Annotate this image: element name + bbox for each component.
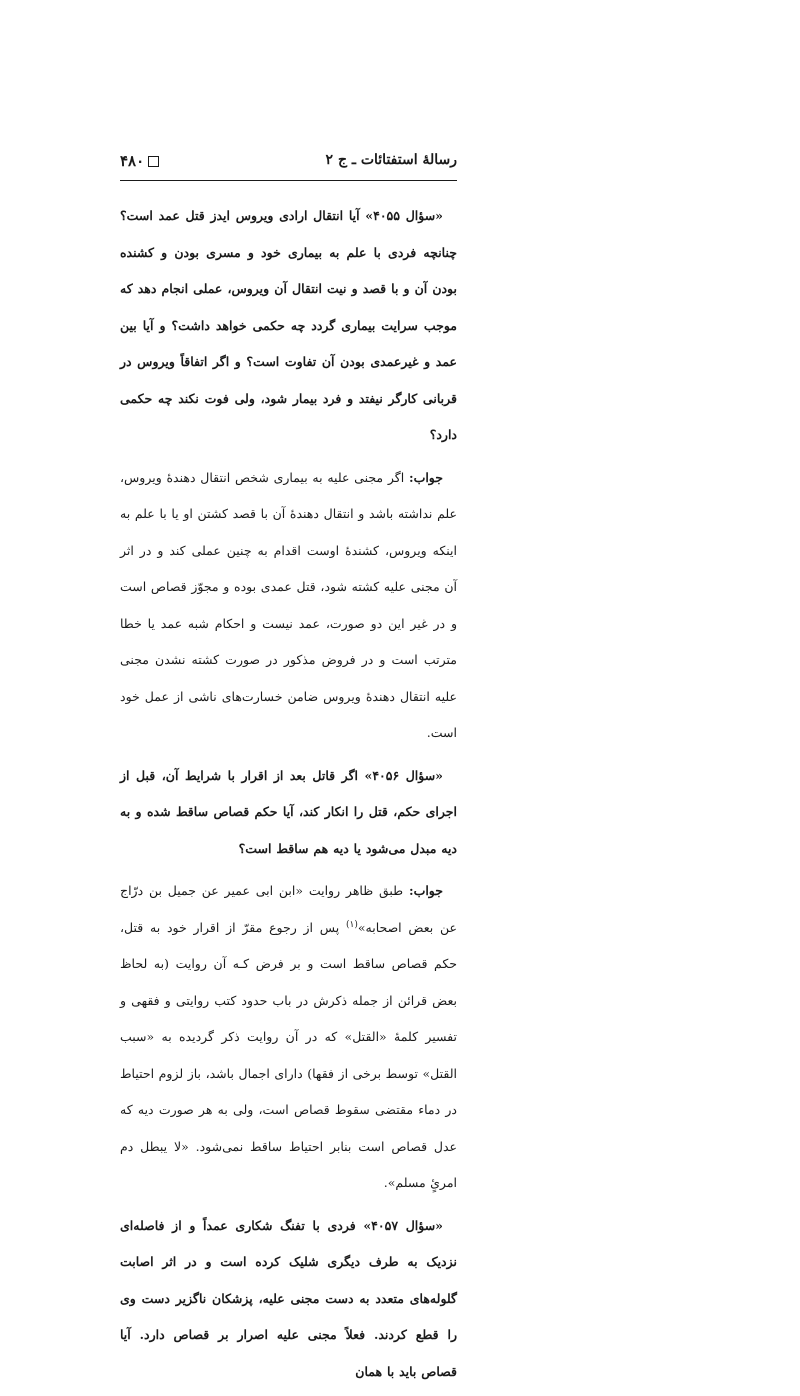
question-4055: «سؤال ۴۰۵۵» آیا انتقال ارادی ویروس ایدز قتل عمد است؟چنانچه فردی با علم به بیماری خود و مسری بودن و کشنده بودن آن و با قصد و نیت انتقال آن ویروس، عملی انجام دهد که موجب سرایت بیماری گردد چه حکمی خواهد داشت؟ و آیا بین عمد و غیرعمدی بودن آن تفاوت است؟ و اگر اتفاقاً ویروس در قربانی کارگر نیفتد و فرد بیمار شود، ولی فوت نکند چه حکمی دارد؟ bbox=[120, 208, 457, 442]
page-number: ۴۸۰ bbox=[120, 152, 145, 170]
square-ornament-icon bbox=[148, 156, 159, 167]
page-number-group bbox=[120, 152, 159, 170]
header-rule bbox=[120, 180, 457, 181]
question-4057: «سؤال ۴۰۵۷» فردی با تفنگ شکاری عمداً و از فاصله‌ای نزدیک به طرف دیگری شلیک کرده است و در اثر اصابت گلوله‌های متعدد به دست مجنی علیه، پزشکان ناگزیر دست وی را قطع کردند. فعلاً مجنی علیه اصرار بر قصاص دارد. آیا قصاص باید با همان bbox=[120, 1217, 457, 1379]
answer-label: جواب: bbox=[408, 883, 443, 898]
answer-4055 bbox=[120, 460, 457, 752]
answer-label: جواب: bbox=[408, 469, 443, 485]
page-header bbox=[120, 150, 457, 176]
answer-4056-text-1: طبق ظاهر روایت «ابن ابی عمیر عن جمیل بن درّاج عن بعض اصحابه» bbox=[120, 883, 457, 935]
running-title: رسالهٔ استفتائات ـ ج ۲ bbox=[325, 152, 457, 168]
footnote-marker: (۱) bbox=[345, 919, 358, 930]
answer-4055-text: اگر مجنی علیه به بیماری شخص انتقال دهندهٔ ویروس، علم نداشته باشد و انتقال دهندهٔ آن با قصد کشتن او یا با علم به اینکه ویروس، کشندهٔ اوست اقدام به چنین عملی کند و در اثر آن مجنی علیه کشته شود، قتل عمدی بوده و مجوّز قصاص است و در غیر این دو صورت، عمد نیست و احکام شبه عمد یا خطا مترتب است و در فروض مذکور در صورت کشته نشدن مجنی علیه انتقال دهندهٔ ویروس ضامن خسارت‌های ناشی از عمل خود است. bbox=[120, 469, 457, 740]
page-body bbox=[120, 198, 457, 1396]
answer-4056-text-2: پس از رجوع مقرّ از اقرار خود به قتل، حکم قصاص ساقط است و بر فرض کـه آن روایت (به لحاظ بعض قرائن از جمله ذکرش در باب حدود کتب روایتی و فقهی و تفسیر کلمهٔ «القتل» که در آن روایت ذکر گردیده به «سبب القتل» توسط برخی از فقها) دارای اجمال باشد، باز لزوم احتیاط در دماء مقتضی سقوط قصاص است، ولی به هر صورت دیه که عدل قصاص است بنابر احتیاط ساقط نمی‌شود. «لا یبطل دم امرئٍ مسلم». bbox=[120, 919, 457, 1190]
question-4056: «سؤال ۴۰۵۶» اگر قاتل بعد از اقرار با شرایط آن، قبل از اجرای حکم، قتل را انکار کند، آیا حکم قصاص ساقط شده و به دیه مبدل می‌شود یا دیه هم ساقط است؟ bbox=[120, 767, 457, 856]
answer-4056 bbox=[120, 873, 457, 1202]
